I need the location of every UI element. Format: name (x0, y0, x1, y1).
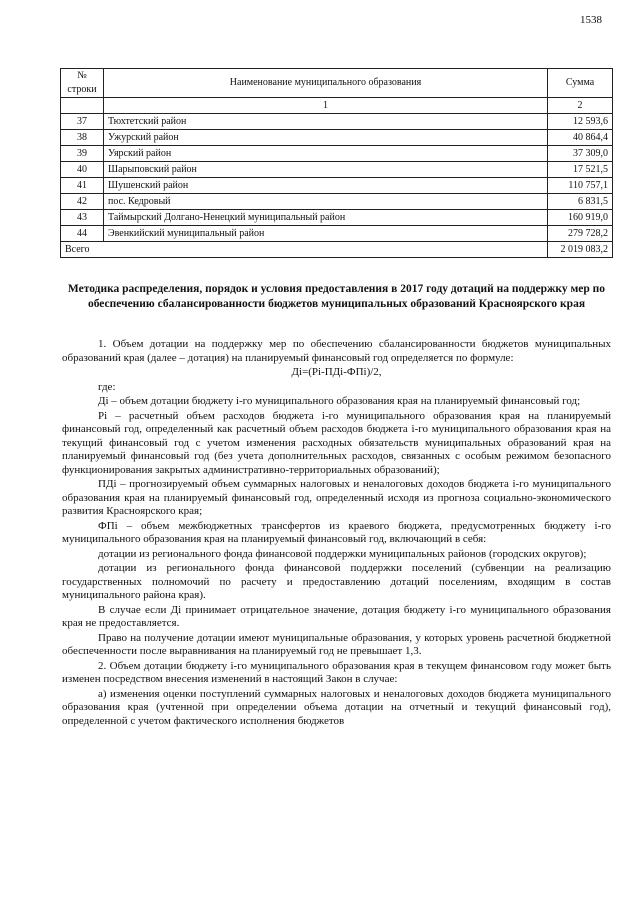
table-row (61, 194, 613, 210)
row-number: 41 (61, 178, 104, 194)
table-row (61, 178, 613, 194)
negative-case: В случае если Дi принимает отрицательное значение, дотация бюджету i-го муниципального образования края не предоставляется. (62, 603, 611, 629)
index-cell-2: 2 (548, 98, 613, 114)
where-label: где: (98, 380, 116, 393)
row-name: Ужурский район (104, 130, 548, 146)
row-number: 42 (61, 194, 104, 210)
row-sum: 160 919,0 (548, 210, 613, 226)
row-number: 39 (61, 146, 104, 162)
row-number: 43 (61, 210, 104, 226)
row-name: Уярский район (104, 146, 548, 162)
paragraph-1: 1. Объем дотации на поддержку мер по обеспечению сбалансированности бюджетов муниципальных образований края (далее – дотация) на планируемый финансовый год определяется по формуле: (62, 338, 611, 364)
row-sum: 17 521,5 (548, 162, 613, 178)
header-sum: Сумма (548, 69, 613, 98)
table-total-row (61, 242, 613, 258)
row-name: Шушенский район (104, 178, 548, 194)
header-municipality: Наименование муниципального образования (104, 69, 548, 98)
list-item: дотации из регионального фонда финансовой поддержки муниципальных районов (городских округов); (98, 547, 587, 560)
page-number: 1538 (580, 14, 602, 26)
index-cell-0 (61, 98, 104, 114)
row-sum: 279 728,2 (548, 226, 613, 242)
eligibility: Право на получение дотации имеют муниципальные образования, у которых уровень расчетной бюджетной обеспеченности после выравнивания на планируемый год не превышает 1,3. (62, 631, 611, 657)
definition-fp: ФПi – объем межбюджетных трансфертов из краевого бюджета, предусмотренных бюджету i-го муниципального образования края на планируемый финансовый год, включающий в себя: (62, 519, 611, 545)
row-sum: 6 831,5 (548, 194, 613, 210)
row-name: Тюхтетский район (104, 114, 548, 130)
row-name: Шарыповский район (104, 162, 548, 178)
header-row-number: № строки (61, 69, 104, 98)
table-row (61, 162, 613, 178)
total-label: Всего (61, 242, 548, 258)
total-sum: 2 019 083,2 (548, 242, 613, 258)
table-header-row (61, 69, 613, 98)
row-name: пос. Кедровый (104, 194, 548, 210)
table-index-row (61, 98, 613, 114)
row-sum: 40 864,4 (548, 130, 613, 146)
row-sum: 110 757,1 (548, 178, 613, 194)
row-name: Эвенкийский муниципальный район (104, 226, 548, 242)
row-name: Таймырский Долгано-Ненецкий муниципальный район (104, 210, 548, 226)
subparagraph-a: а) изменения оценки поступлений суммарных налоговых и неналоговых доходов бюджета муниципального образования края (учтенной при определении объема дотации на отчетный и текущий финансовый год), определенной с учетом фактического исполнения бюджетов (62, 687, 611, 727)
row-sum: 37 309,0 (548, 146, 613, 162)
paragraph-2: 2. Объем дотации бюджету i-го муниципального образования края в текущем финансовом году может быть изменен посредством внесения изменений в настоящий Закон в случае: (62, 659, 611, 685)
table-row (61, 146, 613, 162)
table-row (61, 226, 613, 242)
row-number: 37 (61, 114, 104, 130)
table-row (61, 130, 613, 146)
definition-pd: ПДi – прогнозируемый объем суммарных налоговых и неналоговых доходов бюджета i-го муниципального образования края на планируемый финансовый год, определенный исходя из прогноза социально-экономического развития Красноярского края; (62, 478, 611, 517)
row-sum: 12 593,6 (548, 114, 613, 130)
allocation-table (60, 68, 613, 258)
section-title: Методика распределения, порядок и условия предоставления в 2017 году дотаций на поддержку мер по обеспечению сбалансированности бюджетов муниципальных образований Красноярского края (67, 283, 606, 310)
table-row (61, 210, 613, 226)
definition-d: Дi – объем дотации бюджету i-го муниципального образования края на планируемый финансовый год; (98, 395, 581, 407)
document-body (62, 338, 611, 729)
row-number: 38 (61, 130, 104, 146)
formula: Дi=(Рi-ПДi-ФПi)/2, (291, 366, 382, 378)
list-item: дотации из регионального фонда финансовой поддержки поселений (субвенции на реализацию государственных полномочий по расчету и предоставлению дотаций поселениям, входящим в состав муниципального района края). (62, 562, 611, 601)
table-row (61, 114, 613, 130)
row-number: 44 (61, 226, 104, 242)
index-cell-1: 1 (104, 98, 548, 114)
row-number: 40 (61, 162, 104, 178)
definition-r: Рi – расчетный объем расходов бюджета i-го муниципального образования края на планируемый финансовый год, определенный как расчетный объем расходов бюджета i-го муниципального образования края на текущий финансовый год с учетом изменения расходных обязательств муниципальных образований края на планируемый финансовый год (без учета дополнительных расходов, связанных с особым режимом безопасного функционирования закрытых административно-территориальных образований); (62, 409, 611, 476)
